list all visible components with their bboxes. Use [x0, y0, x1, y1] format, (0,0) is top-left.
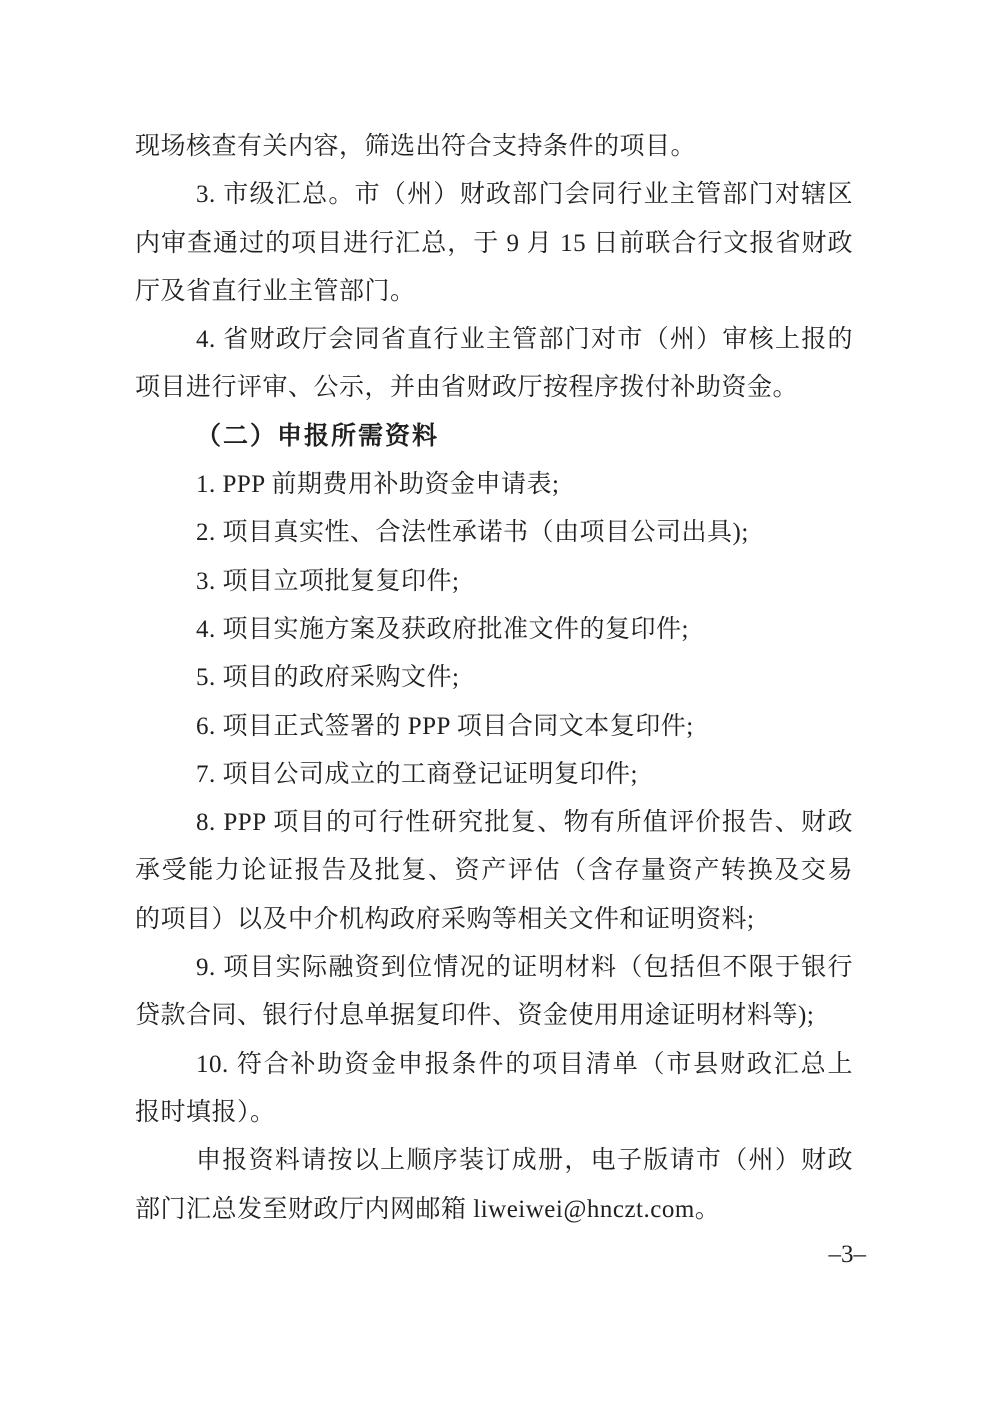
list-item-6: [135, 703, 853, 751]
text-line: 报时填报）。: [135, 1098, 276, 1126]
text-line: 4. 项目实施方案及获政府批准文件的复印件;: [196, 615, 689, 643]
list-item-2: [135, 509, 853, 557]
text-line: 9. 项目实际融资到位情况的证明材料（包括但不限于银行: [196, 954, 853, 982]
section-heading-required-materials: [135, 413, 853, 461]
list-item-8: [135, 799, 853, 944]
para-step-3-city-summary: [135, 171, 853, 316]
text-line: 项目进行评审、公示，并由省财政厅按程序拨付补助资金。: [135, 374, 799, 402]
text-line: 部门汇总发至财政厅内网邮箱 liweiwei@hnczt.com。: [135, 1195, 721, 1223]
text-line: 7. 项目公司成立的工商登记证明复印件;: [196, 760, 638, 788]
text-line: 申报资料请按以上顺序装订成册，电子版请市（州）财政: [196, 1147, 853, 1175]
list-item-1: [135, 461, 853, 509]
text-line: 4. 省财政厅会同省直行业主管部门对市（州）审核上报的: [196, 326, 853, 354]
text-line: 3. 市级汇总。市（州）财政部门会同行业主管部门对辖区: [196, 181, 853, 209]
text-line: 3. 项目立项批复复印件;: [196, 567, 460, 595]
text-line: 8. PPP 项目的可行性研究批复、物有所值评价报告、财政: [196, 809, 853, 837]
text-line: 1. PPP 前期费用补助资金申请表;: [196, 471, 560, 499]
list-item-9: [135, 944, 853, 1041]
text-line: 内审查通过的项目进行汇总，于 9 月 15 日前联合行文报省财政: [135, 229, 853, 257]
text-line: 厅及省直行业主管部门。: [135, 277, 416, 305]
text-line: 的项目）以及中介机构政府采购等相关文件和证明资料;: [135, 905, 755, 933]
text-line: 6. 项目正式签署的 PPP 项目合同文本复印件;: [196, 712, 694, 740]
text-line: 承受能力论证报告及批复、资产评估（含存量资产转换及交易: [135, 857, 853, 885]
document-body: [135, 123, 853, 1234]
section-heading-text: （二）申报所需资料: [196, 422, 440, 450]
text-line: 10. 符合补助资金申报条件的项目清单（市县财政汇总上: [196, 1050, 853, 1078]
list-item-5: [135, 654, 853, 702]
list-item-4: [135, 606, 853, 654]
list-item-10: [135, 1041, 853, 1138]
list-item-3: [135, 558, 853, 606]
list-item-7: [135, 751, 853, 799]
page-number: –3–: [828, 1241, 866, 1268]
para-step-4-province-review: [135, 316, 853, 413]
text-line: 2. 项目真实性、合法性承诺书（由项目公司出具);: [196, 519, 749, 547]
text-line: 现场核查有关内容，筛选出符合支持条件的项目。: [135, 133, 697, 160]
para-intro-continuation: [135, 123, 853, 171]
para-closing-binding-instructions: [135, 1137, 853, 1234]
text-line: 贷款合同、银行付息单据复印件、资金使用用途证明材料等);: [135, 1002, 815, 1030]
text-line: 5. 项目的政府采购文件;: [196, 664, 460, 692]
